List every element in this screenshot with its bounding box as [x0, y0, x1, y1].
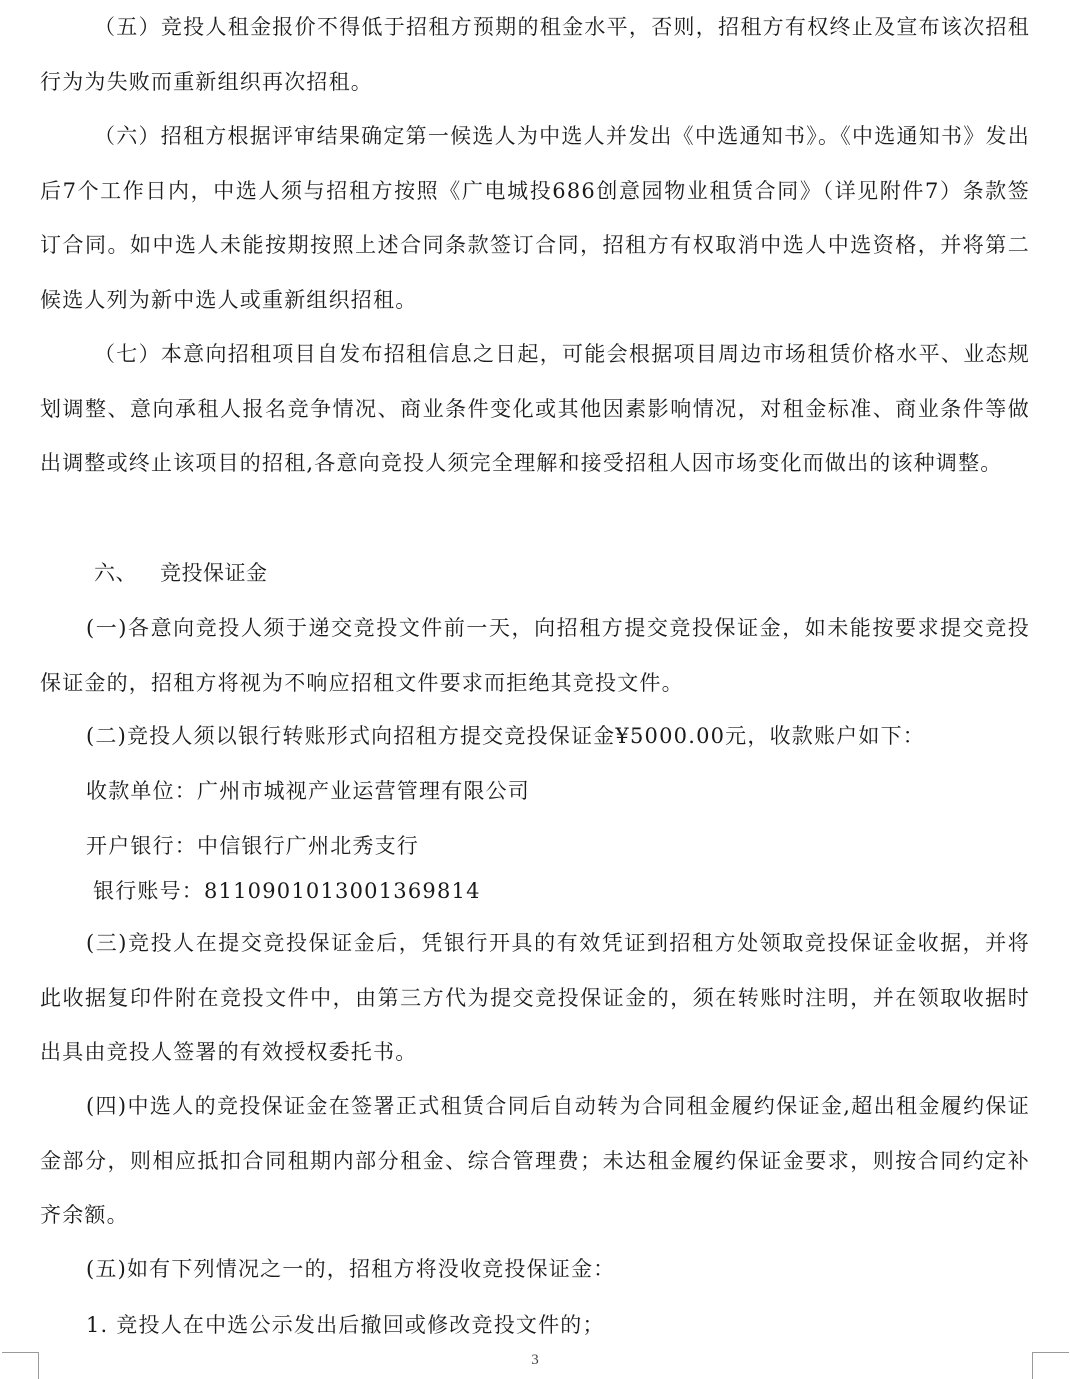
list-item-forfeit-1: 1. 竞投人在中选公示发出后撤回或修改竞投文件的； — [86, 1313, 605, 1337]
section-title: 竞投保证金 — [160, 561, 268, 585]
paragraph-deposit-2: (二)竞投人须以银行转账形式向招租方提交竞投保证金¥5000.00元，收款账户如下： — [86, 724, 925, 748]
paragraph-adjustment: （七）本意向招租项目自发布招租信息之日起，可能会根据项目周边市场租赁价格水平、业态规划调整、意向承租人报名竞争情况、商业条件变化或其他因素影响情况，对租金标准、商业条件等做出调整或终止该项目的招租,各意向竞投人须完全理解和接受招租人因市场变化而做出的该种调整。 — [40, 342, 1030, 475]
paragraph-deposit-4: (四)中选人的竞投保证金在签署正式租赁合同后自动转为合同租金履约保证金,超出租金履约保证金部分，则相应抵扣合同租期内部分租金、综合管理费；未达租金履约保证金要求，则按合同约定补齐余额。 — [40, 1094, 1030, 1227]
bank-line: 开户银行：中信银行广州北秀支行 — [86, 834, 419, 858]
paragraph-deposit-3: (三)竞投人在提交竞投保证金后，凭银行开具的有效凭证到招租方处领取竞投保证金收据，并将此收据复印件附在竞投文件中，由第三方代为提交竞投保证金的，须在转账时注明，并在领取收据时出具由竞投人签署的有效授权委托书。 — [40, 931, 1030, 1064]
paragraph-deposit-5: (五)如有下列情况之一的，招租方将没收竞投保证金： — [86, 1257, 616, 1281]
paragraph-rent-quote: （五）竞投人租金报价不得低于招租方预期的租金水平，否则，招租方有权终止及宣布该次招租行为为失败而重新组织再次招租。 — [40, 15, 1030, 94]
section-heading — [94, 556, 268, 590]
section-number: 六、 — [94, 561, 137, 585]
payee-line: 收款单位：广州市城视产业运营管理有限公司 — [86, 779, 530, 803]
paragraph-selection-notice: （六）招租方根据评审结果确定第一候选人为中选人并发出《中选通知书》。《中选通知书》发出后7个工作日内，中选人须与招租方按照《广电城投686创意园物业租赁合同》（详见附件7）条款签订合同。如中选人未能按期按照上述合同条款签订合同，招租方有权取消中选人中选资格，并将第二候选人列为新中选人或重新组织招租。 — [40, 124, 1030, 312]
account-line: 银行账号：8110901013001369814 — [93, 879, 481, 903]
page-number: 3 — [531, 1352, 539, 1368]
paragraph-deposit-1: (一)各意向竞投人须于递交竞投文件前一天，向招租方提交竞投保证金，如未能按要求提交竞投保证金的，招租方将视为不响应招租文件要求而拒绝其竞投文件。 — [40, 616, 1030, 695]
